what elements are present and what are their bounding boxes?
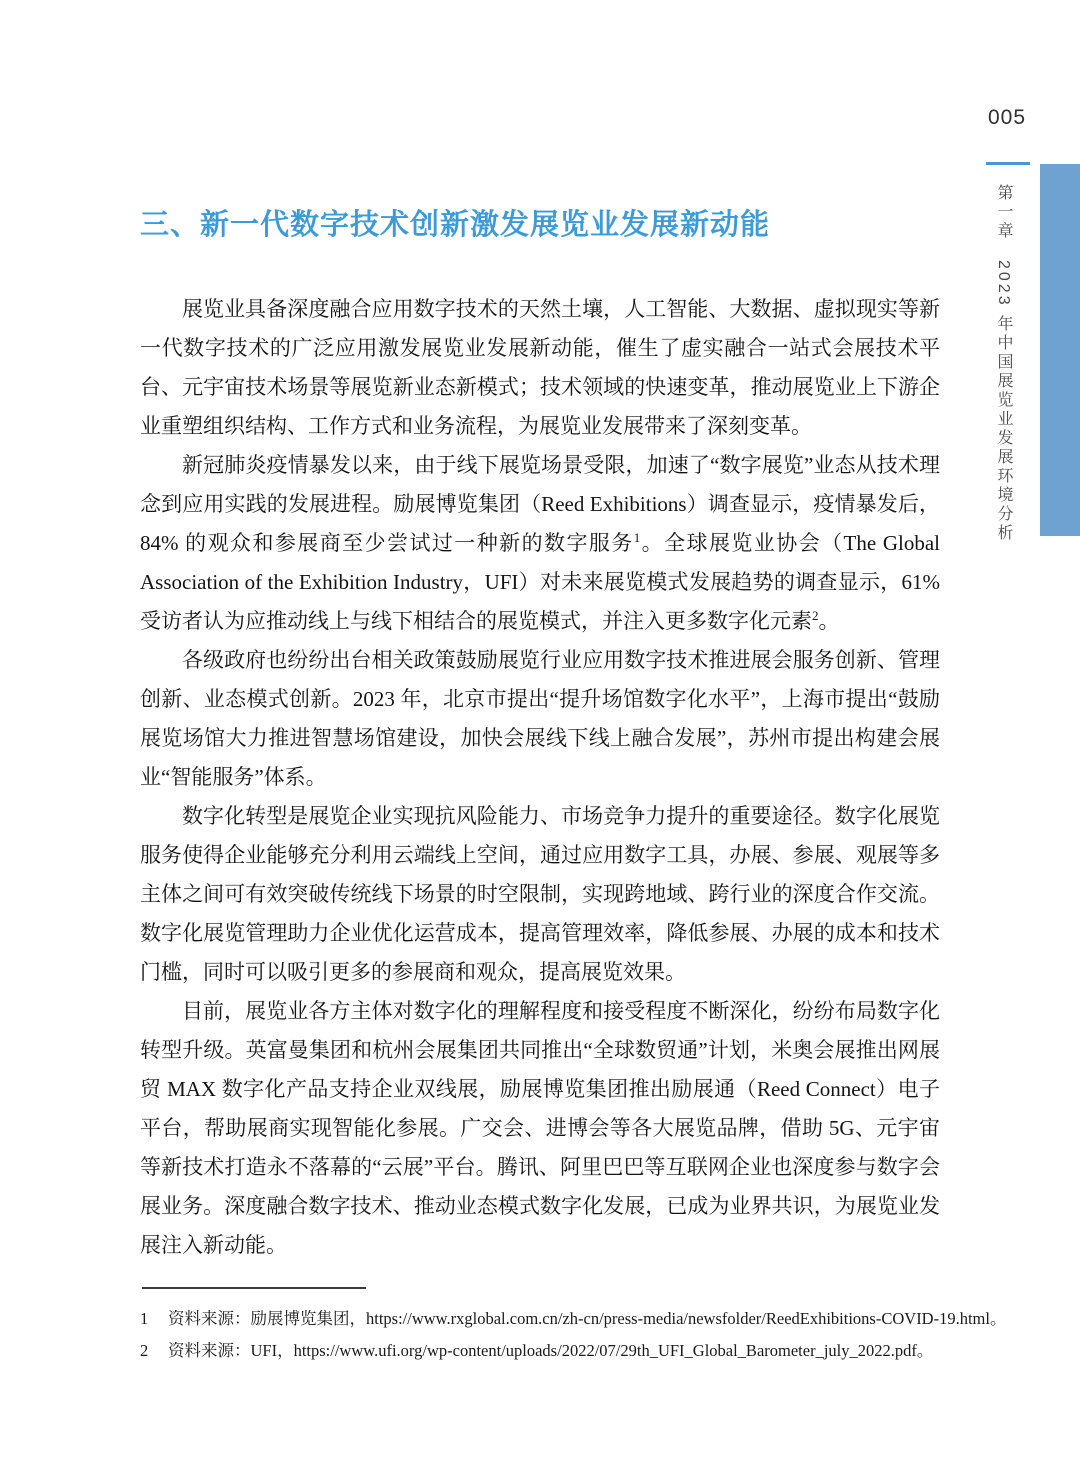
section-heading: 三、新一代数字技术创新激发展览业发展新动能: [140, 209, 771, 241]
paragraph-2-segment-2: 。全球展览业协会（The Global Association of the Exhibition Industry，UFI）对未来展览模式发展趋势的调查显示，61% 受访者认为应推动线上与线下相结合的展览模式，并注入更多数字化元素: [140, 531, 940, 633]
footnote-2-text: 资料来源：UFI，https://www.ufi.org/wp-content/uploads/2022/07/29th_UFI_Global_Barometer_july_2022.pdf。: [168, 1341, 934, 1360]
paragraph-2-segment-1: 新冠肺炎疫情暴发以来，由于线下展览场景受限，加速了“数字展览”业态从技术理念到应用实践的发展进程。励展博览集团（Reed Exhibitions）调查显示，疫情暴发后，84% 的观众和参展商至少尝试过一种新的数字服务: [140, 453, 940, 555]
paragraph-1: 展览业具备深度融合应用数字技术的天然土壤，人工智能、大数据、虚拟现实等新一代数字技术的广泛应用激发展览业发展新动能，催生了虚实融合一站式会展技术平台、元宇宙技术场景等展览新业态新模式；技术领域的快速变革，推动展览业上下游企业重塑组织结构、工作方式和业务流程，为展览业发展带来了深刻变革。: [140, 297, 940, 438]
page-number-underline: [986, 162, 1030, 165]
paragraph-5: 目前，展览业各方主体对数字化的理解程度和接受程度不断深化，纷纷布局数字化转型升级。英富曼集团和杭州会展集团共同推出“全球数贸通”计划，米奥会展推出网展贸 MAX 数字化产品支持企业双线展，励展博览集团推出励展通（Reed Connect）电子平台，帮助展商实现智能化参展。广交会、进博会等各大展览品牌，借助 5G、元宇宙等新技术打造永不落幕的“云展”平台。腾讯、阿里巴巴等互联网企业也深度参与数字会展业务。深度融合数字技术、推动业态模式数字化发展，已成为业界共识，为展览业发展注入新动能。: [140, 999, 940, 1257]
footnote-1: [140, 1303, 1007, 1335]
footnote-ref-1: 1: [633, 530, 641, 545]
footnote-2-number: 2: [140, 1341, 149, 1360]
chapter-accent-bar: [1040, 164, 1080, 536]
footnote-separator: [142, 1287, 366, 1289]
chapter-title-vertical: 第一章 2023 年中国展览业发展环境分析: [995, 184, 1012, 544]
footnote-2: [140, 1335, 940, 1367]
paragraph-4: 数字化转型是展览企业实现抗风险能力、市场竞争力提升的重要途径。数字化展览服务使得企业能够充分利用云端线上空间，通过应用数字工具，办展、参展、观展等多主体之间可有效突破传统线下场景的时空限制，实现跨地域、跨行业的深度合作交流。数字化展览管理助力企业优化运营成本，提高管理效率，降低参展、办展的成本和技术门槛，同时可以吸引更多的参展商和观众，提高展览效果。: [140, 804, 940, 984]
footnote-ref-2: 2: [812, 608, 819, 623]
page-number: 005: [987, 106, 1027, 129]
footnote-1-text: 资料来源：励展博览集团，https://www.rxglobal.com.cn/zh-cn/press-media/newsfolder/ReedExhibitions-COVID-19.html。: [168, 1309, 1007, 1328]
paragraph-2-segment-3: 。: [818, 609, 840, 633]
paragraph-3: 各级政府也纷纷出台相关政策鼓励展览行业应用数字技术推进展会服务创新、管理创新、业态模式创新。2023 年，北京市提出“提升场馆数字化水平”，上海市提出“鼓励展览场馆大力推进智慧场馆建设，加快会展线下线上融合发展”，苏州市提出构建会展业“智能服务”体系。: [140, 648, 940, 789]
footnote-1-number: 1: [140, 1309, 149, 1328]
paragraph-2: [140, 446, 940, 641]
